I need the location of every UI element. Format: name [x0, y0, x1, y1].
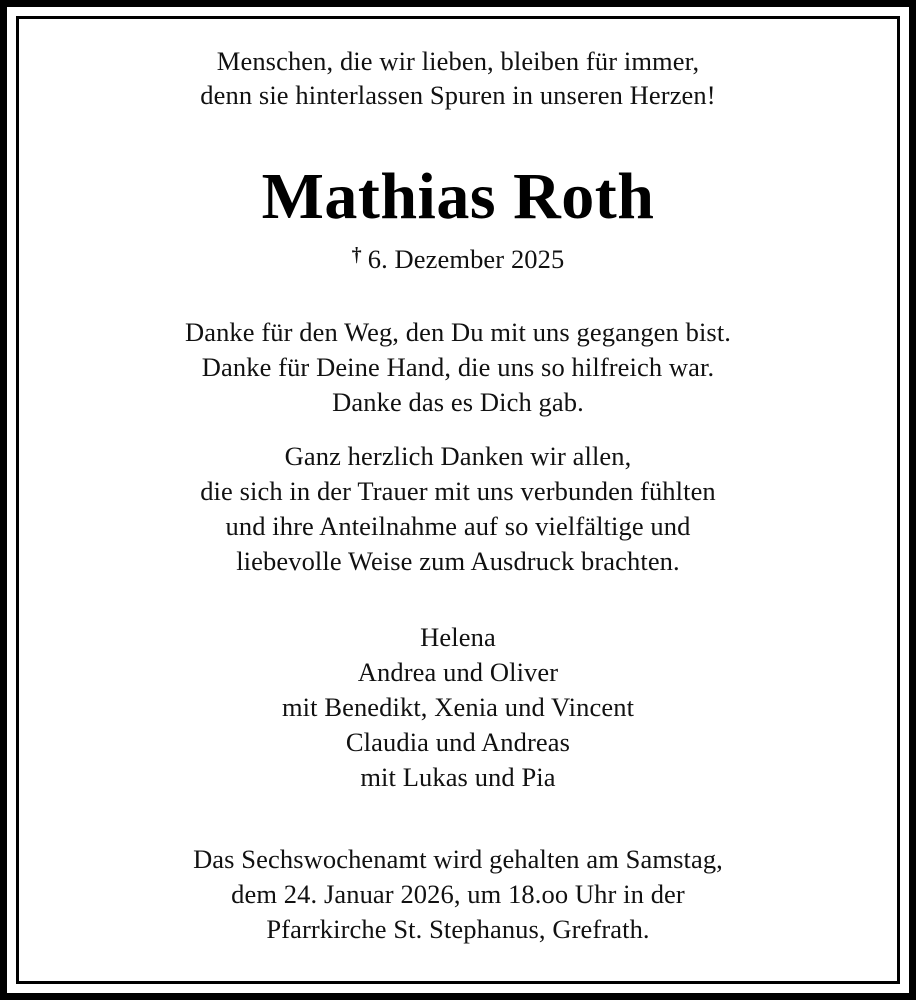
thanks-message-line: und ihre Anteilnahme auf so vielfältige und — [225, 511, 691, 541]
deceased-name: Mathias Roth — [261, 160, 655, 233]
thanks-verse-line: Danke für den Weg, den Du mit uns gegangen bist. — [184, 317, 732, 347]
service-notice-line: Das Sechswochenamt wird gehalten am Samstag, — [193, 844, 723, 874]
thanks-message-line: liebevolle Weise zum Ausdruck brachten. — [236, 546, 680, 576]
death-date-line — [0, 238, 916, 276]
dagger-cross-icon: † — [351, 244, 362, 266]
thanks-message-line: Ganz herzlich Danken wir allen, — [284, 441, 632, 471]
motto-line: Menschen, die wir lieben, bleiben für immer, — [216, 46, 700, 76]
family-member-line: Helena — [420, 622, 496, 652]
death-date: 6. Dezember 2025 — [367, 244, 565, 274]
family-member-line: Claudia und Andreas — [345, 727, 571, 757]
service-notice-line: Pfarrkirche St. Stephanus, Grefrath. — [266, 914, 650, 944]
family-member-line: mit Lukas und Pia — [360, 762, 556, 792]
thanks-verse-line: Danke das es Dich gab. — [332, 387, 584, 417]
family-member-line: mit Benedikt, Xenia und Vincent — [281, 692, 635, 722]
thanks-message-line: die sich in der Trauer mit uns verbunden fühlten — [200, 476, 716, 506]
service-notice-line: dem 24. Januar 2026, um 18.oo Uhr in der — [231, 879, 685, 909]
thanks-verse-line: Danke für Deine Hand, die uns so hilfreich war. — [201, 352, 715, 382]
family-member-line: Andrea und Oliver — [357, 657, 559, 687]
motto-line: denn sie hinterlassen Spuren in unseren Herzen! — [200, 80, 716, 110]
